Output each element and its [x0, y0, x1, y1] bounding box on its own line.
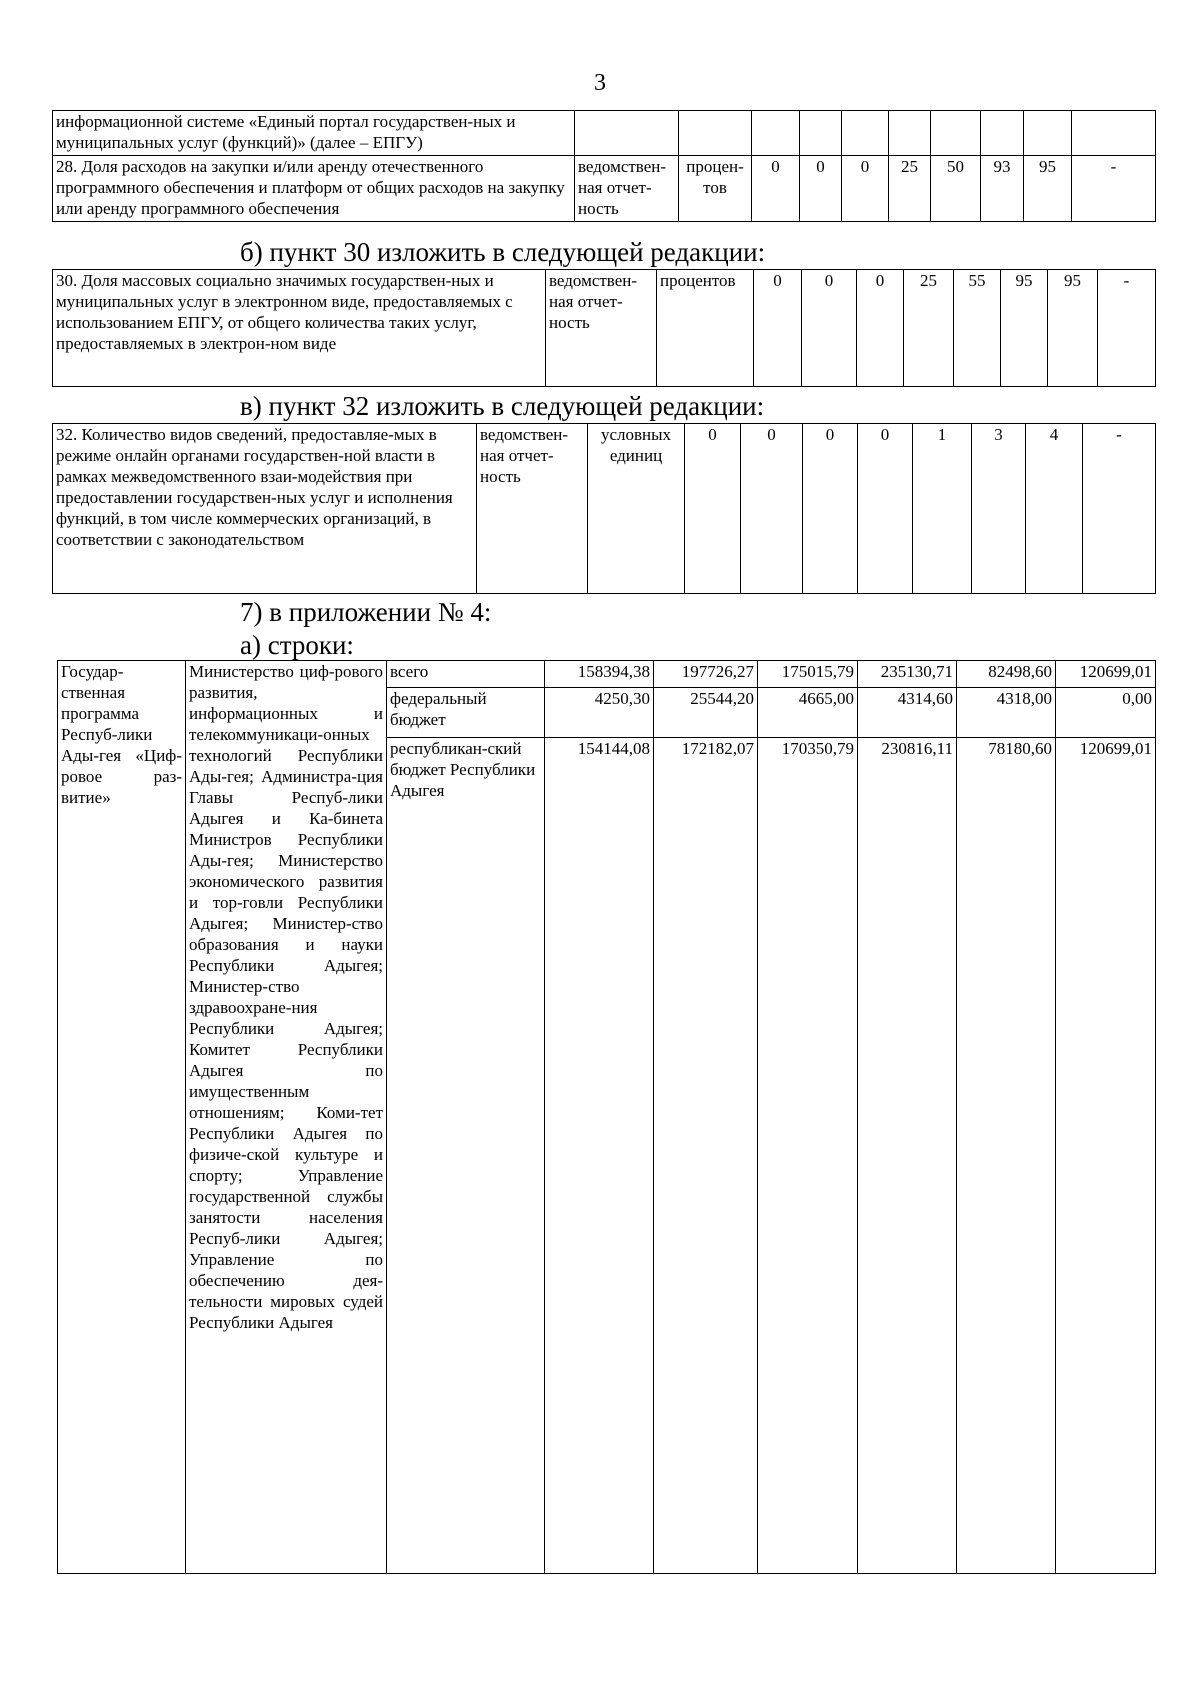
value-cell: 197726,27	[654, 661, 758, 688]
table-row	[53, 156, 1156, 222]
table-row	[53, 111, 1156, 156]
value-cell: 4314,60	[858, 688, 957, 738]
value-cell: 0	[803, 424, 858, 594]
heading-rows: а) строки:	[240, 630, 354, 660]
value-cell: 25544,20	[654, 688, 758, 738]
heading-appendix-4: 7) в приложении № 4:	[240, 597, 492, 627]
value-cell: -	[1083, 424, 1156, 594]
appendix-4-table	[57, 660, 1156, 1574]
value-cell: 120699,01	[1056, 661, 1156, 688]
table-row	[58, 661, 1156, 688]
source-cell: ведомствен-ная отчет-ность	[575, 156, 679, 222]
value-cell: 55	[954, 270, 1001, 387]
indicator-table-30	[52, 269, 1156, 387]
value-cell: 170350,79	[758, 738, 858, 1574]
value-cell: 4	[1026, 424, 1083, 594]
table-row	[53, 424, 1156, 594]
value-cell: 93	[981, 156, 1024, 222]
indicator-name-cell: 32. Количество видов сведений, предоставляе-мых в режиме онлайн органами государствен-ной власти в рамках межведомственного взаи-модействия при предоставлении государствен-ных услуг и исполнения функций, в том числе коммерческих организаций, в соответствии с законодательством	[53, 424, 477, 594]
value-cell: 0	[858, 424, 913, 594]
value-cell: 25	[904, 270, 954, 387]
value-cell: 3	[972, 424, 1026, 594]
source-cell: ведомствен-ная отчет-ность	[546, 270, 657, 387]
value-cell: 1	[913, 424, 972, 594]
value-cell: 4318,00	[957, 688, 1056, 738]
value-cell: 0	[754, 270, 802, 387]
value-cell: 0	[842, 156, 889, 222]
value-cell: 175015,79	[758, 661, 858, 688]
value-cell: -	[1072, 156, 1156, 222]
page-number: 3	[594, 70, 606, 96]
value-cell: 172182,07	[654, 738, 758, 1574]
value-cell: 230816,11	[858, 738, 957, 1574]
value-cell: 235130,71	[858, 661, 957, 688]
value-cell: 0,00	[1056, 688, 1156, 738]
unit-cell: процен-тов	[679, 156, 752, 222]
value-cell: 0	[800, 156, 842, 222]
value-cell: 82498,60	[957, 661, 1056, 688]
indicator-table-28	[52, 110, 1156, 222]
table-row	[53, 270, 1156, 387]
unit-cell: процентов	[657, 270, 754, 387]
value-cell: 0	[741, 424, 803, 594]
value-cell: 120699,01	[1056, 738, 1156, 1574]
indicator-name-cell: информационной системе «Единый портал государствен-ных и муниципальных услуг (функций)» (далее – ЕПГУ)	[53, 111, 575, 156]
executors-cell: Министерство циф-рового развития, информационных и телекоммуникаци-онных технологий Республики Ады-гея; Администра-ция Главы Респуб-лики Адыгея и Ка-бинета Министров Республики Ады-гея; Министерство экономического развития и тор-говли Республики Адыгея; Министер-ство образования и науки Республики Адыгея; Министер-ство здравоохране-ния Республики Адыгея; Комитет Республики Адыгея по имущественным отношениям; Коми-тет Республики Адыгея по физиче-ской культуре и спорту; Управление государственной службы занятости населения Респуб-лики Адыгея; Управление по обеспечению дея-тельности мировых судей Республики Адыгея	[186, 661, 387, 1574]
value-cell: 50	[931, 156, 981, 222]
program-name-cell: Государ-ственная программа Респуб-лики Ады-гея «Циф-ровое раз-витие»	[58, 661, 186, 1574]
value-cell: 0	[857, 270, 904, 387]
value-cell: 154144,08	[545, 738, 654, 1574]
indicator-table-32	[52, 423, 1156, 594]
value-cell: 78180,60	[957, 738, 1056, 1574]
value-cell: 0	[752, 156, 800, 222]
value-cell: 158394,38	[545, 661, 654, 688]
value-cell: 95	[1024, 156, 1072, 222]
value-cell: 95	[1001, 270, 1048, 387]
indicator-name-cell: 28. Доля расходов на закупки и/или аренду отечественного программного обеспечения и платформ от общих расходов на закупку или аренду программного обеспечения	[53, 156, 575, 222]
value-cell: 4250,30	[545, 688, 654, 738]
source-cell: ведомствен-ная отчет-ность	[477, 424, 588, 594]
value-cell: -	[1098, 270, 1156, 387]
heading-item-32: в) пункт 32 изложить в следующей редакции:	[240, 391, 765, 421]
row-label-republican: республикан-ский бюджет Республики Адыгея	[387, 738, 545, 1574]
indicator-name-cell: 30. Доля массовых социально значимых государствен-ных и муниципальных услуг в электронном виде, предоставляемых с использованием ЕПГУ, от общего количества таких услуг, предоставляемых в электрон-ном виде	[53, 270, 546, 387]
value-cell: 0	[802, 270, 857, 387]
heading-item-30: б) пункт 30 изложить в следующей редакции:	[240, 237, 766, 267]
unit-cell: условных единиц	[588, 424, 685, 594]
value-cell: 0	[685, 424, 741, 594]
row-label-federal: федеральный бюджет	[387, 688, 545, 738]
value-cell: 95	[1048, 270, 1098, 387]
value-cell: 4665,00	[758, 688, 858, 738]
value-cell: 25	[889, 156, 931, 222]
row-label-total: всего	[387, 661, 545, 688]
